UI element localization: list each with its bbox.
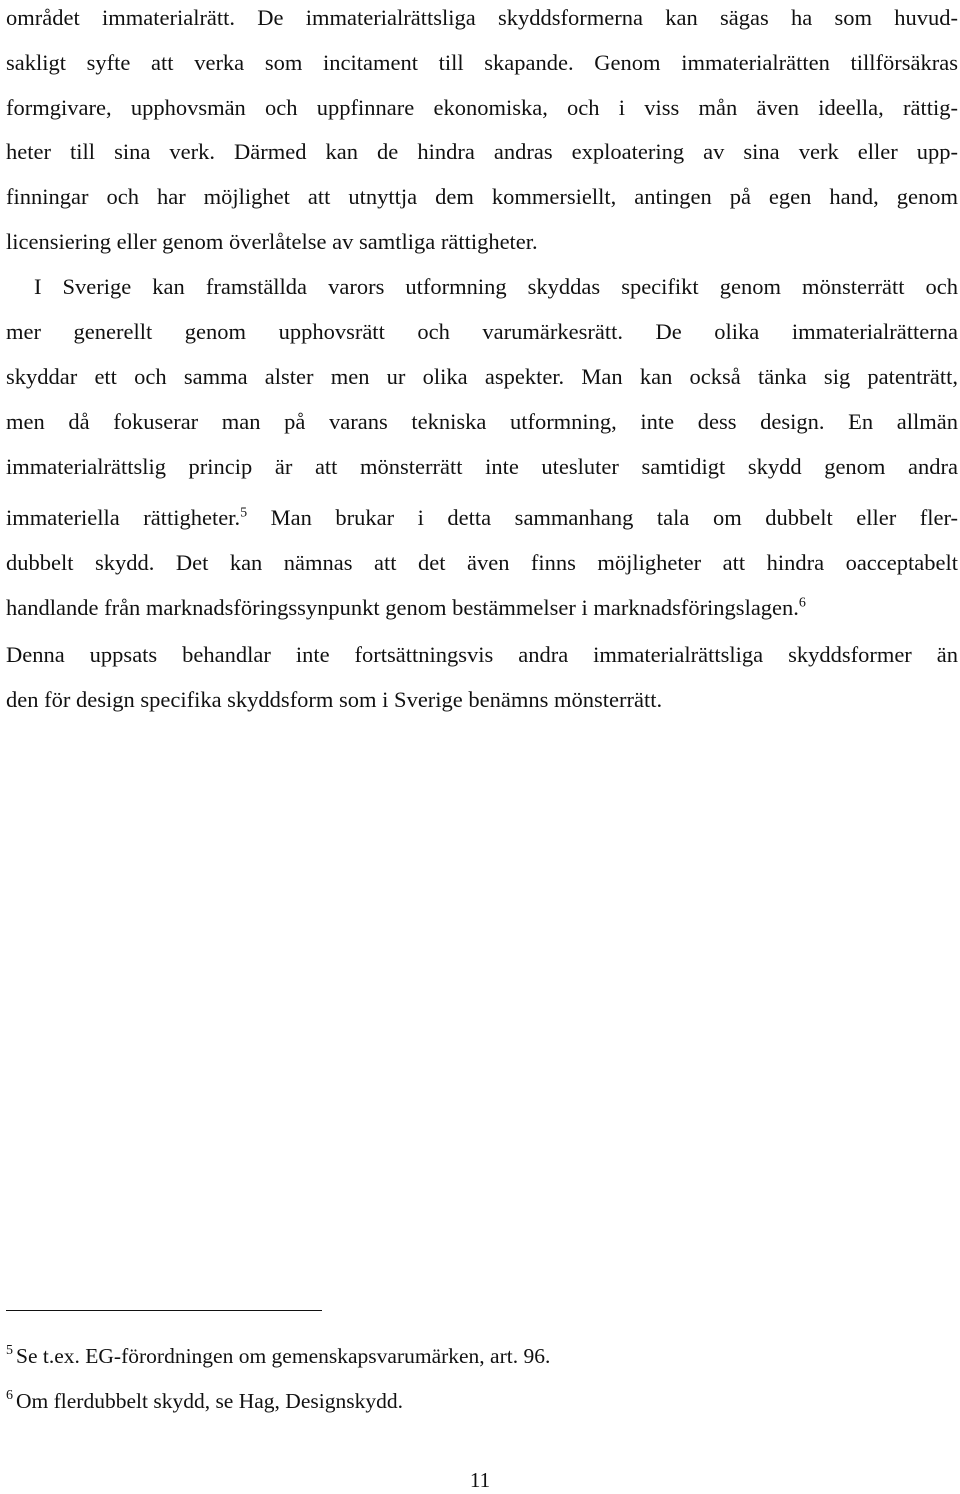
body-line-11: immaterialrättslig princip är att mönsterrätt inte utesluter samtidigt skydd genom andra: [6, 454, 958, 479]
body-line-2: sakligt syfte att verka som incitament till skapande. Genom immaterialrätten tillförsäkras: [6, 50, 958, 75]
body-line-3: formgivare, upphovsmän och uppfinnare ekonomiska, och i viss mån även ideella, rättig-: [6, 95, 958, 120]
body-line-14-text: handlande från marknadsföringssynpunkt genom bestämmelser i marknadsföringslagen.: [6, 595, 799, 620]
body-line-4: heter till sina verk. Därmed kan de hindra andras exploatering av sina verk eller upp-: [6, 139, 958, 164]
footnote-5-mark: 5: [6, 1343, 13, 1358]
footnote-5: [6, 1342, 550, 1374]
body-line-16: den för design specifika skyddsform som i Sverige benämns mönsterrätt.: [6, 687, 663, 712]
page-number: 11: [469, 1468, 491, 1492]
body-line-13: dubbelt skydd. Det kan nämnas att det även finns möjligheter att hindra oacceptabelt: [6, 550, 958, 575]
body-line-7: I Sverige kan framställda varors utformning skyddas specifikt genom mönsterrätt och: [34, 274, 958, 299]
body-line-10: men då fokuserar man på varans tekniska utformning, inte dess design. En allmän: [6, 409, 958, 434]
body-line-15: Denna uppsats behandlar inte fortsättningsvis andra immaterialrättsliga skyddsformer än: [6, 642, 958, 667]
footnote-separator: [6, 1310, 322, 1311]
footnote-6-text: Om flerdubbelt skydd, se Hag, Designskydd.: [16, 1389, 403, 1413]
footnote-ref-5[interactable]: 5: [240, 505, 248, 521]
body-line-12: [6, 503, 958, 533]
body-line-9: skyddar ett och samma alster men ur olika aspekter. Man kan också tänka sig patenträtt,: [6, 364, 958, 389]
footnote-ref-6[interactable]: 6: [798, 595, 806, 611]
body-line-12-end: Man brukar i detta sammanhang tala om dubbelt eller fler-: [247, 505, 959, 530]
body-line-1: området immaterialrätt. De immaterialrättsliga skyddsformerna kan sägas ha som huvud-: [6, 5, 958, 30]
body-line-5: finningar och har möjlighet att utnyttja dem kommersiellt, antingen på egen hand, genom: [6, 184, 958, 209]
body-line-8: mer generellt genom upphovsrätt och varumärkesrätt. De olika immaterialrätterna: [6, 319, 958, 344]
body-line-6: licensiering eller genom överlåtelse av samtliga rättigheter.: [6, 229, 538, 254]
footnote-5-text: Se t.ex. EG-förordningen om gemenskapsvarumärken, art. 96.: [16, 1344, 551, 1368]
body-line-14: [6, 593, 806, 623]
body-line-12-start: immateriella rättigheter.: [6, 505, 241, 530]
footnote-6: [6, 1387, 403, 1419]
footnote-6-mark: 6: [6, 1388, 13, 1403]
